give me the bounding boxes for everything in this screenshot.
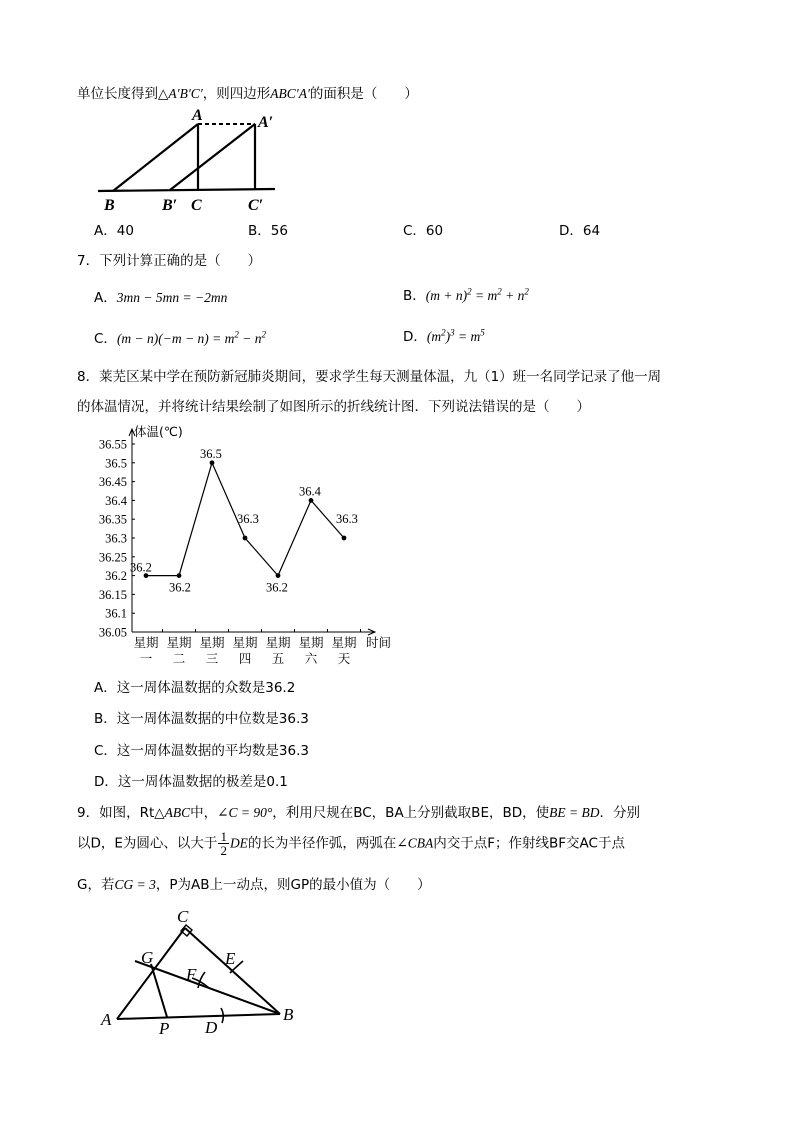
label-b-prime: B′	[162, 197, 178, 214]
x-tick-label-bottom: 五	[271, 651, 285, 666]
q9-text-3a: G，若	[77, 877, 115, 893]
q9-text-3b: ，P为AB上一动点，则GP的最小值为（ ）	[155, 877, 431, 893]
q9-stem-line3	[77, 873, 431, 893]
x-tick-label-top: 星期	[298, 635, 324, 650]
segment-ab	[117, 1014, 280, 1019]
data-point	[177, 573, 182, 578]
q8-stem-line2: 的体温情况，并将统计结果绘制了如图所示的折线统计图．下列说法错误的是（ ）	[77, 399, 590, 415]
q6-figure	[90, 104, 290, 216]
x-tick-label-bottom: 三	[205, 651, 219, 666]
data-point	[243, 536, 248, 541]
q7-option-c-expr: $(m - n)(-m - n) = m^2 - n^2$	[116, 329, 266, 346]
q9-angle-cba: ∠CBA	[396, 835, 434, 851]
q9-frac-num: 1	[220, 829, 227, 844]
q6-text-mid: ，则四边形	[202, 86, 271, 102]
y-tick-label: 36.1	[105, 606, 127, 621]
q6-option-c[interactable]: C．60	[403, 223, 444, 239]
q9-text-1c: ，利用尺规在BC，BA上分别截取BE，BD，使	[272, 805, 550, 821]
q9-abc: ABC	[164, 805, 191, 820]
q7-option-a[interactable]	[94, 286, 227, 306]
x-tick-label-top: 星期	[166, 635, 192, 650]
y-tick-label: 36.35	[98, 512, 127, 527]
x-tick-label-top: 星期	[199, 635, 225, 650]
q9-text-1d: ．分别	[599, 805, 640, 821]
q6-text-post: 的面积是（ ）	[309, 86, 418, 102]
data-point	[342, 536, 347, 541]
q7-option-d-expr: $(m^2)^3 = m^5$	[426, 327, 485, 344]
data-label: 36.5	[200, 446, 222, 461]
y-tick-label: 36.3	[105, 531, 127, 546]
y-tick-label: 36.05	[98, 625, 127, 640]
label-a: A	[101, 1010, 112, 1029]
q6-text-pre: 单位长度得到	[77, 86, 158, 102]
y-tick-label: 36.5	[105, 456, 127, 471]
x-tick-label-top: 星期	[232, 635, 258, 650]
chart-y-ticks	[99, 438, 135, 640]
q9-text-2c: 内交于点F；作射线BF交AC于点	[433, 835, 625, 852]
y-axis-title: 体温(℃)	[134, 424, 183, 439]
label-c: C	[191, 197, 202, 214]
segment-ab	[113, 124, 198, 191]
q8-line-chart	[80, 418, 400, 670]
q8-option-a[interactable]: A．这一周体温数据的众数是36.2	[94, 680, 296, 696]
q7-stem: 7．下列计算正确的是（ ）	[77, 253, 262, 269]
data-point	[210, 460, 215, 465]
q8-stem-line1: 8．莱芜区某中学在预防新冠肺炎期间，要求学生每天测量体温，九（1）班一名同学记录了他一周	[77, 369, 662, 385]
q8-option-b[interactable]: B．这一周体温数据的中位数是36.3	[94, 711, 309, 727]
q7-option-d-label: D．	[403, 329, 427, 345]
x-tick-label-bottom: 一	[139, 651, 153, 666]
x-tick-label-top: 星期	[133, 635, 159, 650]
data-label: 36.2	[266, 580, 288, 595]
label-a-prime: A′	[258, 114, 274, 131]
q6-stem-line	[77, 82, 418, 102]
q6-triangle-label: △A′B′C′	[158, 86, 203, 101]
x-tick-label-bottom: 四	[238, 651, 252, 666]
chart-axes	[129, 424, 391, 650]
data-label: 36.2	[169, 580, 191, 595]
label-d: D	[205, 1018, 218, 1037]
y-tick-label: 36.15	[98, 587, 127, 602]
q8-option-d[interactable]: D．这一周体温数据的极差是0.1	[94, 774, 288, 790]
q9-fraction-half	[218, 830, 229, 857]
q7-option-a-expr: 3mn − 5mn = −2mn	[116, 290, 228, 305]
q7-option-b[interactable]	[403, 284, 529, 304]
q6-option-a[interactable]: A．40	[94, 223, 134, 239]
y-tick-label: 36.4	[105, 493, 127, 508]
label-b: B	[283, 1005, 294, 1024]
label-f: F	[186, 965, 197, 984]
x-axis-title: 时间	[366, 635, 392, 650]
y-tick-label: 36.45	[98, 475, 127, 490]
q6-quad-label: ABC′A′	[270, 86, 310, 101]
q6-option-b[interactable]: B．56	[248, 223, 288, 239]
q7-option-a-label: A．	[94, 290, 117, 306]
q9-de: DE	[229, 835, 248, 851]
y-tick-label: 36.25	[98, 550, 127, 565]
q9-frac-den: 2	[220, 843, 227, 858]
data-label: 36.3	[237, 512, 259, 526]
data-label: 36.3	[336, 512, 358, 526]
q9-text-2a: 以D，E为圆心、以大于	[77, 835, 218, 852]
data-point	[309, 498, 314, 503]
q8-option-c[interactable]: C．这一周体温数据的平均数是36.3	[94, 743, 309, 759]
q7-option-d[interactable]	[403, 325, 485, 345]
base-line	[98, 189, 275, 191]
q9-angle-c: ∠C = 90°	[217, 805, 273, 820]
data-label: 36.2	[130, 560, 152, 575]
q7-option-b-expr: $(m + n)^2 = m^2 + n^2$	[425, 286, 529, 303]
label-e: E	[225, 949, 236, 968]
label-c-prime: C′	[248, 197, 264, 214]
q9-stem-line2	[77, 830, 625, 857]
q9-stem-line1	[77, 801, 640, 821]
q9-cg: CG = 3	[114, 877, 156, 892]
label-c: C	[177, 907, 189, 926]
q9-text-1b: 中，	[190, 805, 218, 821]
label-a: A	[192, 107, 203, 124]
label-g: G	[141, 948, 154, 967]
q6-option-d[interactable]: D．64	[559, 223, 601, 239]
data-label: 36.4	[299, 484, 321, 499]
chart-series	[130, 447, 358, 595]
y-tick-label: 36.2	[105, 569, 127, 584]
y-tick-label: 36.55	[98, 437, 127, 452]
x-tick-label-top: 星期	[331, 635, 357, 650]
q7-option-b-label: B．	[403, 288, 426, 304]
q9-text-1a: 9．如图，Rt△	[77, 805, 165, 821]
segment-ac	[117, 928, 185, 1019]
q7-option-c-label: C．	[94, 331, 117, 347]
data-point	[276, 573, 281, 578]
q7-option-c[interactable]	[94, 327, 266, 347]
segment-a1b1	[170, 124, 255, 190]
label-p: P	[159, 1019, 170, 1038]
q9-text-2b: 的长为半径作弧，两弧在	[247, 835, 397, 852]
q9-be-bd: BE = BD	[549, 805, 600, 820]
chart-x-ticks	[133, 629, 360, 666]
x-tick-label-bottom: 天	[337, 651, 351, 666]
label-b: B	[104, 197, 115, 214]
x-tick-label-bottom: 二	[172, 651, 186, 666]
q9-figure	[95, 900, 305, 1040]
x-tick-label-top: 星期	[265, 635, 291, 650]
x-tick-label-bottom: 六	[304, 651, 318, 666]
